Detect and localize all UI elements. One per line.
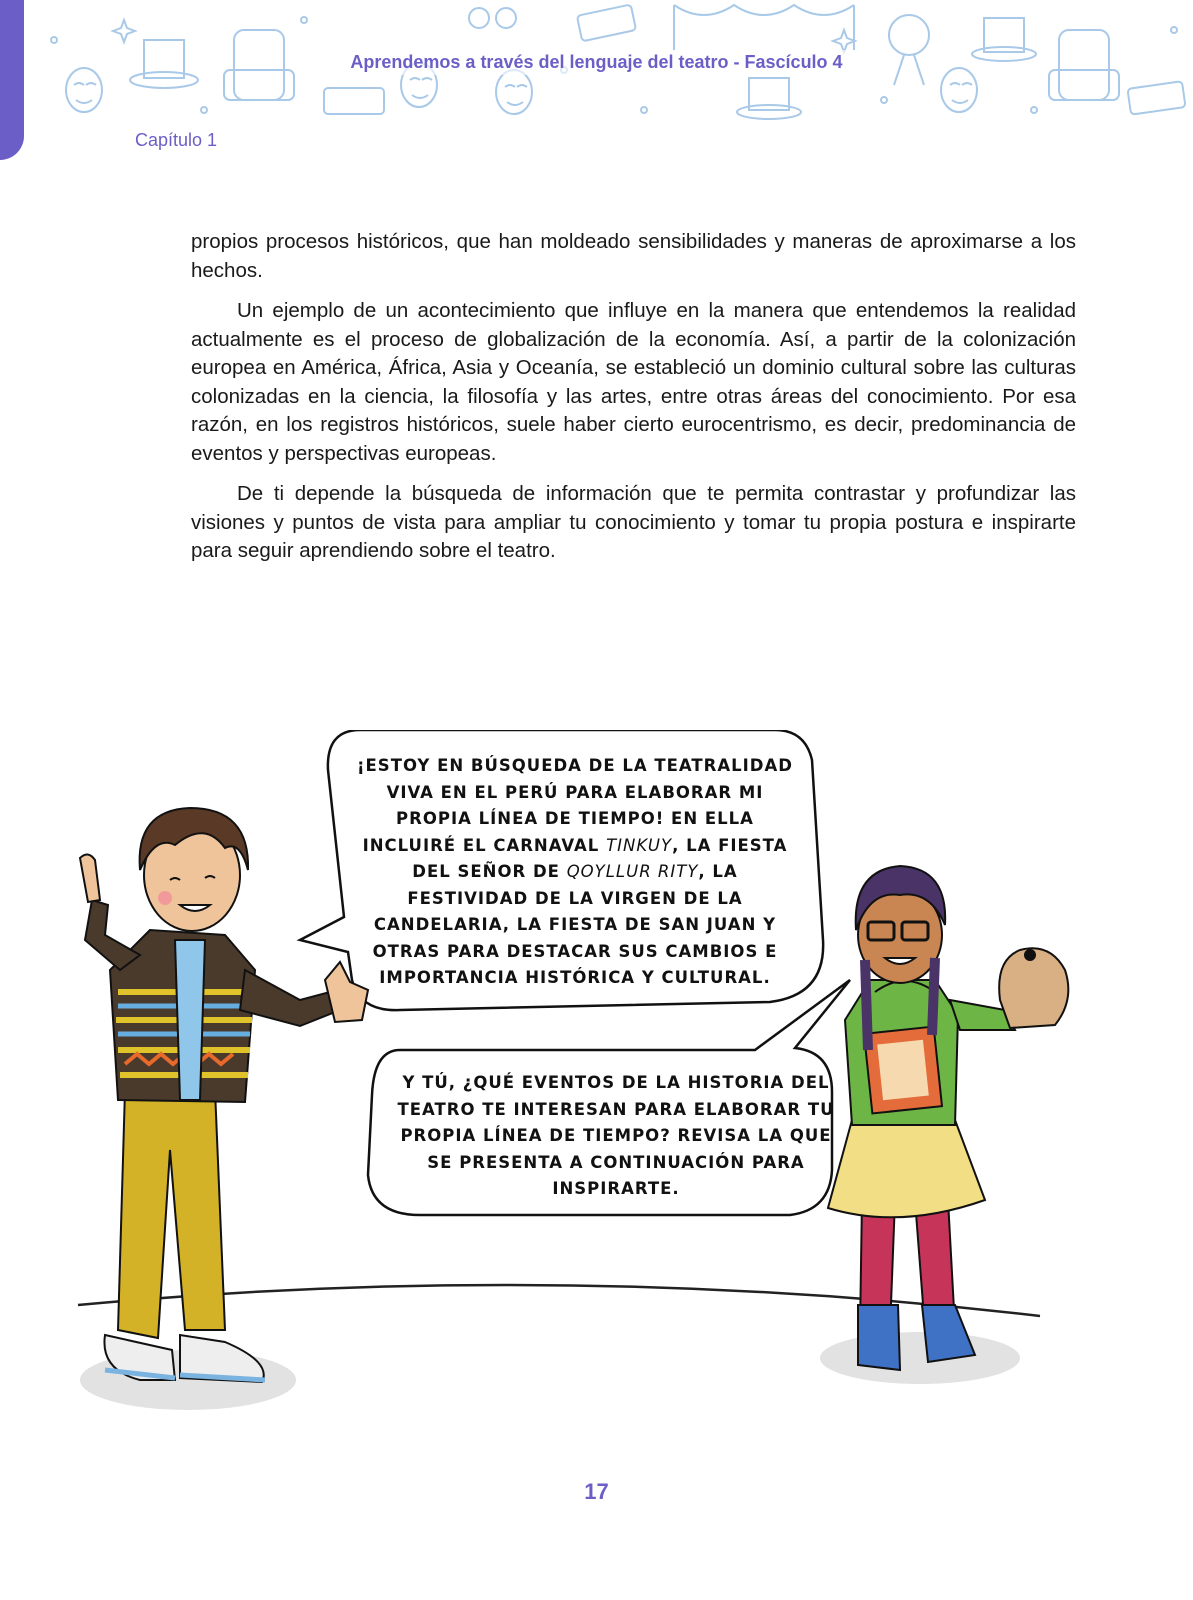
- top-hat-icon: [737, 78, 801, 119]
- boy-character: [80, 808, 368, 1382]
- paragraph: De ti depende la búsqueda de información que te permita contrastar y profundizar las visiones y puntos de vista para ampliar tu conocimiento y tomar tu propia postura e inspirarte para seguir aprendiendo sobre el teatro.: [191, 482, 1076, 562]
- chapter-label: Capítulo 1: [135, 130, 218, 150]
- theater-mask-icon: [941, 68, 977, 112]
- side-tab: [0, 0, 24, 160]
- ticket-icon: [324, 88, 384, 114]
- paragraph: propios procesos históricos, que han moldeado sensibilidades y maneras de aproximarse a los hechos.: [191, 230, 1076, 282]
- armchair-icon: [224, 30, 294, 100]
- top-hat-icon: [130, 40, 198, 88]
- curtain-icon: [674, 5, 854, 50]
- header-title: Aprendemos a través del lenguaje del teatro - Fascículo 4: [332, 50, 862, 75]
- page-number: 17: [584, 1479, 609, 1504]
- speech-bubble-text-boy: ¡ESTOY EN BÚSQUEDA DE LA TEATRALIDAD VIVA EN EL PERÚ PARA ELABORAR MI PROPIA LÍNEA DE TIEMPO! EN ELLA INCLUIRÉ EL CARNAVAL TINKUY, LA FIESTA DEL SEÑOR DE QOYLLUR RITY, LA FESTIVIDAD DE LA VIRGEN DE LA CANDELARIA, LA FIESTA DE SAN JUAN Y OTRAS PARA DESTACAR SUS CAMBIOS E IMPORTANCIA HISTÓRICA Y CULTURAL.: [357, 756, 793, 987]
- binoculars-icon: [469, 8, 516, 28]
- ticket-icon: [1127, 81, 1185, 114]
- speech-bubble-text-girl: Y TÚ, ¿QUÉ EVENTOS DE LA HISTORIA DEL TEATRO TE INTERESAN PARA ELABORAR TU PROPIA LÍNEA DE TIEMPO? REVISA LA QUE SE PRESENTA A CONTINUACIÓN PARA INSPIRARTE.: [397, 1073, 835, 1198]
- star-icon: [833, 30, 855, 52]
- star-icon: [113, 20, 135, 42]
- ticket-icon: [577, 4, 636, 41]
- floor-shadow: [820, 1332, 1020, 1384]
- spotlight-icon: [889, 15, 929, 85]
- top-hat-icon: [972, 18, 1036, 61]
- body-text: [191, 228, 1076, 578]
- theater-mask-icon: [66, 68, 102, 112]
- theater-mask-icon: [496, 70, 532, 114]
- comic-illustration: [0, 730, 1193, 1450]
- girl-character: [828, 866, 1068, 1370]
- armchair-icon: [1049, 30, 1119, 100]
- puppet-icon: [999, 948, 1068, 1028]
- paragraph: Un ejemplo de un acontecimiento que influye en la manera que entendemos la realidad actualmente es el proceso de globalización de la economía. Así, a partir de la colonización europea en América, África, Asia y Oceanía, se estableció un dominio cultural sobre las culturas colonizadas en la ciencia, la filosofía y las artes, entre otras áreas del conocimiento. Por esa razón, en los registros históricos, suele haber cierto eurocentrismo, es decir, predominancia de eventos y perspectivas europeas.: [191, 299, 1076, 465]
